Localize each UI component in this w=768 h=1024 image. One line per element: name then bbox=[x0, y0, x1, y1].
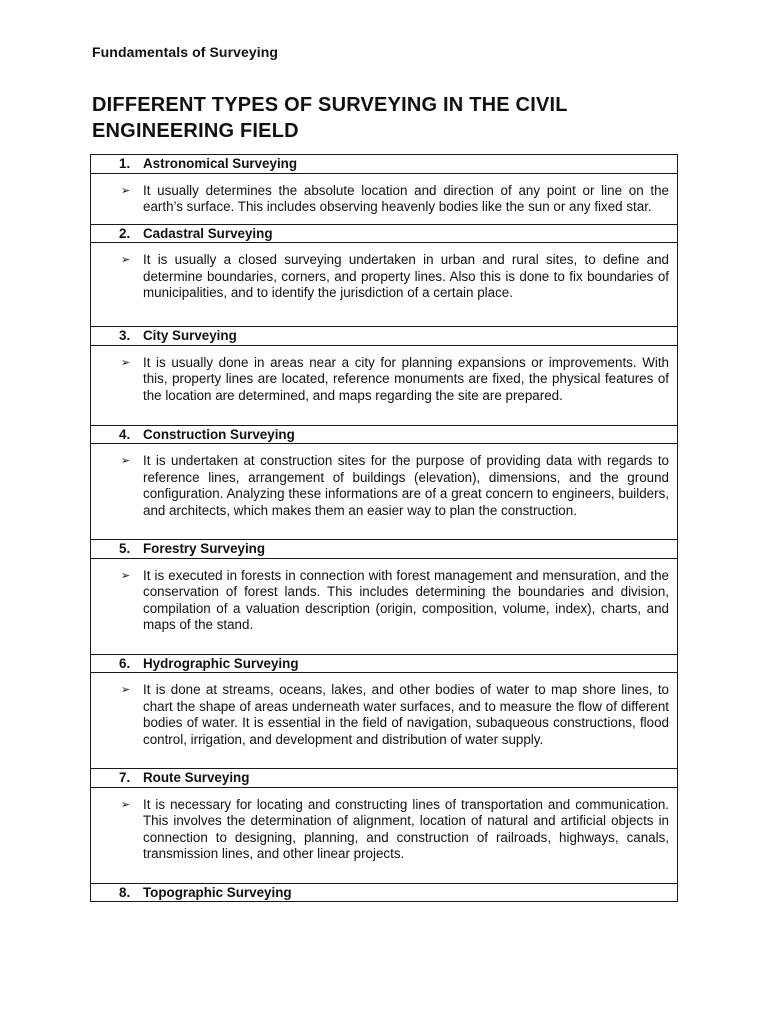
survey-description-cell bbox=[91, 787, 678, 883]
survey-description-cell bbox=[91, 558, 678, 654]
survey-heading bbox=[91, 883, 678, 902]
survey-heading-row bbox=[91, 883, 678, 902]
survey-heading bbox=[91, 769, 678, 788]
survey-heading bbox=[91, 425, 678, 444]
survey-heading bbox=[91, 155, 678, 174]
survey-description: It is necessary for locating and constructing lines of transportation and communication. This involves the determination of alignment, location of natural and artificial objects in connection to designing, planning, and construction of railroads, highways, canals, transmission lines, and other linear projects. bbox=[143, 796, 669, 861]
arrow-bullet-icon: ➢ bbox=[121, 684, 131, 696]
survey-number: 1. bbox=[119, 156, 131, 171]
survey-description-cell bbox=[91, 345, 678, 425]
survey-description-cell bbox=[91, 243, 678, 327]
survey-name: Forestry Surveying bbox=[143, 541, 266, 556]
arrow-bullet-icon: ➢ bbox=[121, 254, 131, 266]
survey-name: Route Surveying bbox=[143, 770, 250, 785]
survey-name: Topographic Surveying bbox=[143, 884, 292, 900]
survey-heading-row bbox=[91, 224, 678, 243]
survey-description: It usually determines the absolute location and direction of any point or line on the earth’s surface. This includes observing heavenly bodies like the sun or any fixed star. bbox=[143, 182, 669, 214]
surveying-types-table bbox=[90, 154, 678, 902]
survey-name: Construction Surveying bbox=[143, 426, 295, 442]
survey-heading bbox=[91, 654, 678, 673]
survey-description-row bbox=[91, 558, 678, 654]
survey-number: 6. bbox=[119, 655, 131, 671]
survey-description-cell bbox=[91, 173, 678, 224]
arrow-bullet-icon: ➢ bbox=[121, 356, 131, 369]
survey-description: It is executed in forests in connection with forest management and mensuration, and the conservation of forest lands. This includes determining the boundaries and division, compilation of a valuation description (origin, composition, volume, index), charts, and maps of the stand. bbox=[143, 567, 669, 632]
survey-description-row bbox=[91, 444, 678, 540]
survey-heading-row bbox=[91, 425, 678, 444]
arrow-bullet-icon: ➢ bbox=[121, 798, 131, 811]
survey-description: It is usually done in areas near a city for planning expansions or improvements. With this, property lines are located, reference monuments are fixed, the physical features of the location are determined, and maps regarding the site are prepared. bbox=[143, 354, 669, 403]
survey-heading-row bbox=[91, 769, 678, 788]
survey-description-row bbox=[91, 345, 678, 425]
arrow-bullet-icon: ➢ bbox=[121, 184, 131, 197]
running-header: Fundamentals of Surveying bbox=[92, 44, 279, 60]
survey-description-row bbox=[91, 173, 678, 224]
survey-number: 8. bbox=[119, 884, 131, 900]
survey-description: It is done at streams, oceans, lakes, and other bodies of water to map shore lines, to chart the shape of areas underneath water surfaces, and to measure the flow of different bodies of water. It is essential in the field of navigation, subaqueous constructions, flood control, irrigation, and development and distribution of water supply. bbox=[143, 682, 669, 747]
survey-name: Cadastral Surveying bbox=[143, 225, 273, 241]
survey-number: 5. bbox=[119, 541, 131, 556]
survey-number: 7. bbox=[119, 770, 131, 785]
survey-name: Astronomical Surveying bbox=[143, 156, 298, 171]
survey-name: City Surveying bbox=[143, 328, 237, 343]
survey-number: 3. bbox=[119, 328, 131, 343]
survey-heading bbox=[91, 327, 678, 346]
survey-description-cell bbox=[91, 673, 678, 769]
survey-name: Hydrographic Surveying bbox=[143, 655, 299, 671]
survey-heading bbox=[91, 224, 678, 243]
survey-description-row bbox=[91, 673, 678, 769]
survey-description-row bbox=[91, 243, 678, 327]
survey-description: It is undertaken at construction sites for the purpose of providing data with regards to reference lines, arrangement of buildings (elevation), dimensions, and the ground configuration. Analyzing these informations are of a great concern to engineers, builders, and architects, which makes them an easier way to plan the construction. bbox=[143, 453, 669, 518]
arrow-bullet-icon: ➢ bbox=[121, 569, 131, 582]
survey-description-row bbox=[91, 787, 678, 883]
survey-description-cell bbox=[91, 444, 678, 540]
survey-heading-row bbox=[91, 654, 678, 673]
survey-heading bbox=[91, 540, 678, 559]
survey-heading-row bbox=[91, 540, 678, 559]
survey-number: 2. bbox=[119, 225, 131, 241]
arrow-bullet-icon: ➢ bbox=[121, 455, 131, 467]
document-title: DIFFERENT TYPES OF SURVEYING IN THE CIVIL ENGINEERING FIELD bbox=[92, 94, 568, 142]
survey-number: 4. bbox=[119, 426, 131, 442]
survey-heading-row bbox=[91, 327, 678, 346]
survey-heading-row bbox=[91, 155, 678, 174]
survey-description: It is usually a closed surveying undertaken in urban and rural sites, to define and determine boundaries, corners, and property lines. Also this is done to fix boundaries of municipalities, and to identify the jurisdiction of a certain place. bbox=[143, 252, 669, 300]
